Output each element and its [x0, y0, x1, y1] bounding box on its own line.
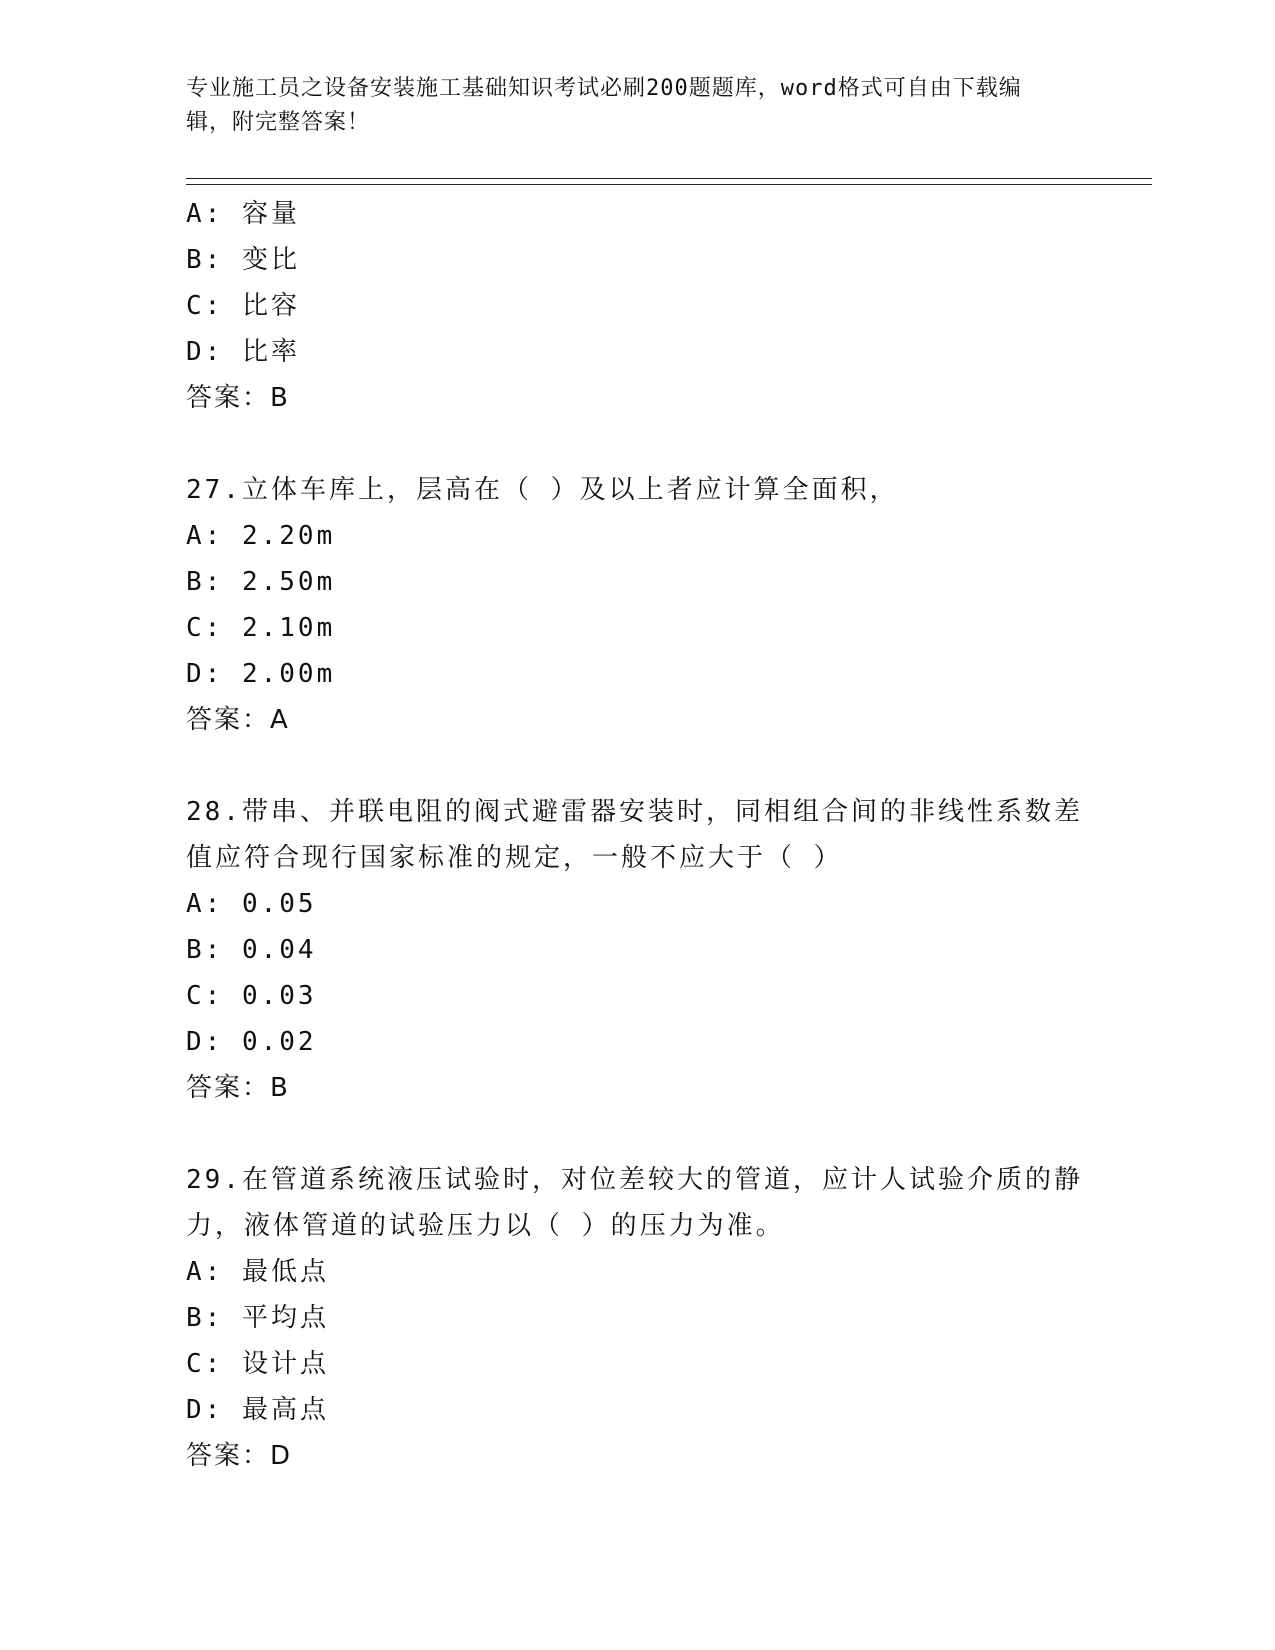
option-b: B: 2.50m [186, 567, 336, 597]
question-text: 27.立体车库上，层高在（ ）及以上者应计算全面积， [186, 475, 899, 505]
question-29 [186, 1157, 1086, 1479]
option-a: A: 0.05 [186, 889, 317, 919]
spacer [186, 743, 1086, 789]
answer-line: 答案：D [186, 1441, 293, 1471]
option-d: D: 最高点 [186, 1395, 329, 1425]
answer-line: 答案：B [186, 383, 290, 413]
question-list [186, 191, 1086, 1479]
option-d: D: 比率 [186, 337, 300, 367]
option-b: B: 平均点 [186, 1303, 329, 1333]
option-a: A: 2.20m [186, 521, 336, 551]
question-text: 29.在管道系统液压试验时，对位差较大的管道，应计人试验介质的静力，液体管道的试验压力以（ ）的压力为准。 [186, 1165, 1083, 1241]
answer-line: 答案：A [186, 705, 290, 735]
spacer [186, 1111, 1086, 1157]
option-c: C: 比容 [186, 291, 300, 321]
question-28 [186, 789, 1086, 1111]
document-header: 专业施工员之设备安装施工基础知识考试必刷200题题库，word格式可自由下载编辑，附完整答案！ [186, 76, 1022, 135]
option-c: C: 设计点 [186, 1349, 329, 1379]
option-d: D: 0.02 [186, 1027, 317, 1057]
answer-line: 答案：B [186, 1073, 290, 1103]
option-a: A: 最低点 [186, 1257, 329, 1287]
option-a: A: 容量 [186, 199, 300, 229]
option-c: C: 0.03 [186, 981, 317, 1011]
option-b: B: 变比 [186, 245, 300, 275]
header-divider [186, 178, 1152, 185]
option-b: B: 0.04 [186, 935, 317, 965]
spacer [186, 421, 1086, 467]
option-d: D: 2.00m [186, 659, 336, 689]
option-c: C: 2.10m [186, 613, 336, 643]
question-26 [186, 191, 1086, 421]
question-27 [186, 467, 1086, 743]
question-text: 28.带串、并联电阻的阀式避雷器安装时，同相组合间的非线性系数差值应符合现行国家标准的规定，一般不应大于（ ） [186, 797, 1083, 873]
